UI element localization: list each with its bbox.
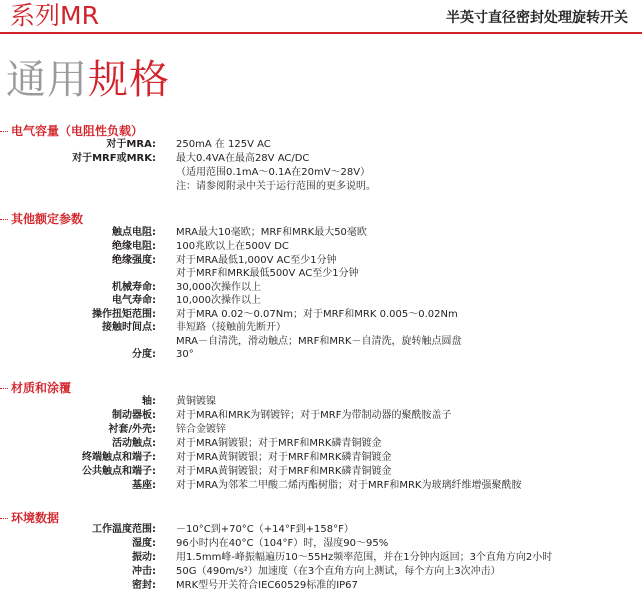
- spec-value: 非短路（接触前先断开）: [176, 322, 286, 333]
- spec-row: [0, 479, 642, 493]
- spec-row: [0, 395, 642, 409]
- spec-row: [0, 537, 642, 551]
- section-heading-electrical: 电气容量（电阻性负载）: [11, 124, 144, 138]
- spec-label: 基座:: [132, 480, 156, 491]
- spec-label: 绝缘电阻:: [112, 241, 156, 252]
- page-title: [6, 56, 170, 104]
- spec-note: 注：请参阅附录中关于运行范围的更多说明。: [176, 181, 376, 192]
- spec-row: [0, 281, 642, 295]
- spec-value: 对于MRA和MRK为钢镀锌；对于MRF为带制动器的聚酰胺盖子: [176, 410, 452, 421]
- series-title: 系列MR: [10, 1, 99, 30]
- spec-value: 10,000次操作以上: [176, 295, 261, 306]
- spec-label: 触点电阻:: [112, 227, 156, 238]
- spec-row-cont: [0, 166, 642, 180]
- page-subtitle: 半英寸直径密封处理旋转开关: [446, 10, 628, 26]
- spec-row-cont: [0, 267, 642, 281]
- page-title-part2: 规格: [88, 57, 170, 103]
- spec-value: 对于MRA黄铜镀银；对于MRF和MRK磷青铜镀金: [176, 452, 392, 463]
- spec-label: 分度:: [132, 349, 156, 360]
- spec-label: 对于MRA:: [106, 139, 156, 150]
- section-heading-ratings: 其他额定参数: [11, 212, 84, 226]
- spec-row: [0, 409, 642, 423]
- spec-value: 100兆欧以上在500V DC: [176, 241, 289, 252]
- spec-row: [0, 348, 642, 362]
- spec-row: [0, 254, 642, 268]
- spec-value: 对于MRA铜镀银；对于MRF和MRK磷青铜镀金: [176, 438, 382, 449]
- spec-label: 机械寿命:: [112, 282, 156, 293]
- section-rule: [0, 131, 8, 132]
- spec-row: [0, 465, 642, 479]
- spec-label: 接触时间点:: [102, 322, 156, 333]
- spec-value: 用1.5mm峰-峰振幅遍历10～55Hz频率范围，并在1分钟内返回；3个直角方向2小时: [176, 552, 553, 563]
- spec-row: [0, 226, 642, 240]
- spec-row: [0, 579, 642, 593]
- spec-label: 终端触点和端子:: [82, 452, 156, 463]
- spec-row: [0, 138, 642, 152]
- spec-value: 对于MRA为邻苯二甲酸二烯丙酯树脂；对于MRF和MRK为玻璃纤维增强聚酰胺: [176, 480, 522, 491]
- spec-label: 工作温度范围:: [92, 524, 156, 535]
- spec-value: 黄铜镀镍: [176, 396, 216, 407]
- spec-label: 活动触点:: [112, 438, 156, 449]
- spec-row: [0, 240, 642, 254]
- spec-row: [0, 321, 642, 335]
- section-rule: [0, 219, 8, 220]
- spec-value: 对于MRF和MRK最低500V AC至少1分钟: [176, 268, 359, 279]
- spec-value: （适用范围0.1mA～0.1A在20mV～28V）: [176, 167, 371, 178]
- spec-label: 操作扭矩范围:: [92, 309, 156, 320]
- spec-value: －10°C到+70°C（+14°F到+158°F）: [176, 524, 354, 535]
- spec-label: 电气寿命:: [112, 295, 156, 306]
- spec-value: 250mA 在 125V AC: [176, 139, 271, 150]
- spec-label: 密封:: [132, 580, 156, 591]
- spec-row: [0, 294, 642, 308]
- spec-row: [0, 423, 642, 437]
- spec-row: [0, 451, 642, 465]
- page-title-part1: 通用: [6, 57, 88, 103]
- spec-value: 对于MRA 0.02～0.07Nm；对于MRF和MRK 0.005～0.02Nm: [176, 309, 458, 320]
- section-heading-environment: 环境数据: [11, 511, 60, 525]
- spec-label: 轴:: [142, 396, 156, 407]
- spec-label: 衬套/外壳:: [108, 424, 156, 435]
- spec-row: [0, 308, 642, 322]
- spec-label: 湿度:: [132, 538, 156, 549]
- spec-label: 公共触点和端子:: [82, 466, 156, 477]
- spec-value: 30°: [176, 349, 194, 360]
- spec-label: 绝缘强度:: [112, 255, 156, 266]
- spec-row: [0, 551, 642, 565]
- spec-row: [0, 152, 642, 166]
- spec-label: 制动器板:: [112, 410, 156, 421]
- spec-value: 对于MRA黄铜镀银；对于MRF和MRK磷青铜镀金: [176, 466, 392, 477]
- spec-value: MRK型号开关符合IEC60529标准的IP67: [176, 580, 358, 591]
- section-rule: [0, 518, 8, 519]
- spec-value: MRA－自清洗，滑动触点；MRF和MRK－自清洗，旋转触点圆盘: [176, 336, 462, 347]
- spec-value: 最大0.4VA在最高28V AC/DC: [176, 153, 310, 164]
- spec-value: 50G（490m/s²）加速度（在3个直角方向上测试，每个方向上3次冲击）: [176, 566, 501, 577]
- spec-row: [0, 437, 642, 451]
- spec-label: 振动:: [132, 552, 156, 563]
- spec-row-cont: [0, 180, 642, 194]
- spec-row: [0, 565, 642, 579]
- spec-label: 对于MRF或MRK:: [72, 153, 156, 164]
- section-heading-materials: 材质和涂覆: [11, 381, 72, 395]
- spec-value: 30,000次操作以上: [176, 282, 261, 293]
- spec-value: 96小时内在40°C（104°F）时，湿度90～95%: [176, 538, 389, 549]
- header-rule: [0, 32, 642, 34]
- spec-row: [0, 523, 642, 537]
- spec-row-cont: [0, 335, 642, 349]
- spec-value: 对于MRA最低1,000V AC至少1分钟: [176, 255, 337, 266]
- section-rule: [0, 388, 8, 389]
- spec-label: 冲击:: [132, 566, 156, 577]
- spec-value: MRA最大10毫欧；MRF和MRK最大50毫欧: [176, 227, 367, 238]
- spec-value: 锌合金镀锌: [176, 424, 226, 435]
